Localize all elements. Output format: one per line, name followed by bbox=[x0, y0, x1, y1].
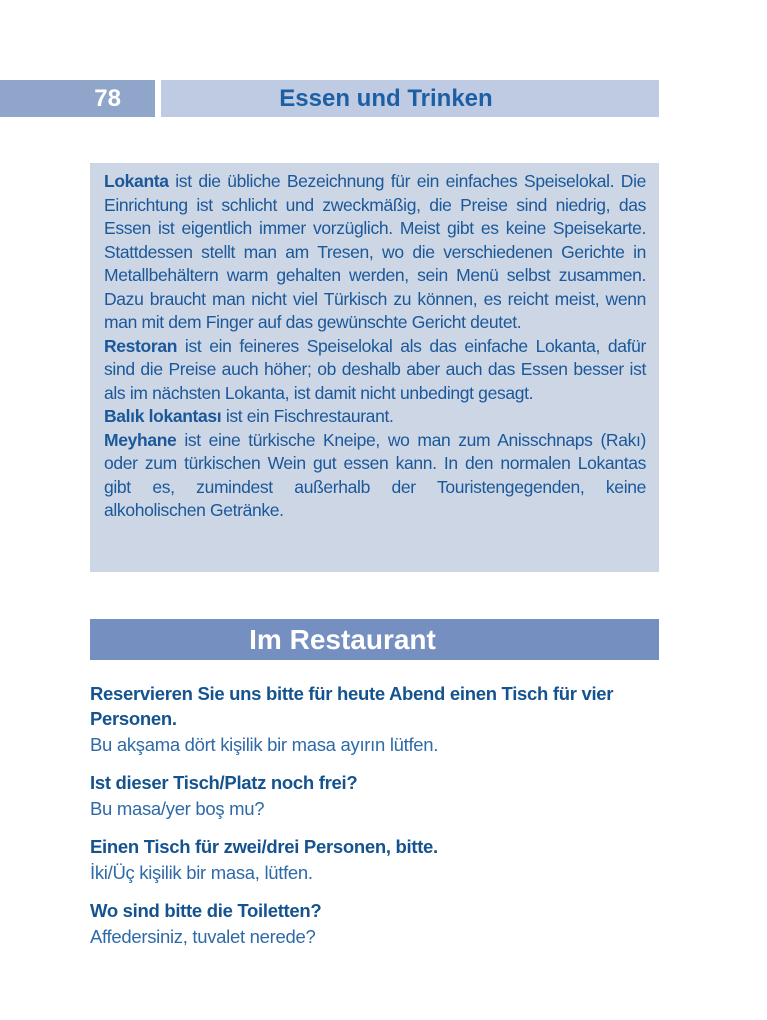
info-term: Meyhane bbox=[104, 429, 177, 450]
page-number: 78 bbox=[94, 84, 121, 112]
info-paragraph bbox=[104, 405, 646, 429]
phrase-turkish: Bu masa/yer boş mu? bbox=[90, 798, 265, 819]
info-paragraph bbox=[104, 429, 646, 523]
phrase-item bbox=[90, 681, 667, 757]
section-title: Im Restaurant bbox=[249, 623, 436, 655]
page-number-block bbox=[0, 80, 155, 117]
phrase-german: Reservieren Sie uns bitte für heute Abend einen Tisch für vier Personen. bbox=[90, 683, 614, 729]
phrase-item bbox=[90, 898, 667, 949]
chapter-title: Essen und Trinken bbox=[279, 84, 493, 112]
info-text: ist ein feineres Speiselokal als das einfache Lokanta, dafür sind die Preise auch höher; ob deshalb aber auch das Essen besser ist als im nächsten Lokanta, ist damit nicht unbedingt gesagt. bbox=[104, 335, 646, 403]
info-term: Restoran bbox=[104, 335, 178, 356]
phrase-turkish: Affedersiniz, tuvalet nerede? bbox=[90, 926, 316, 947]
phrase-list bbox=[90, 681, 667, 962]
chapter-title-block bbox=[161, 80, 659, 117]
phrase-item bbox=[90, 770, 667, 821]
info-box bbox=[90, 163, 659, 572]
phrase-german: Ist dieser Tisch/Platz noch frei? bbox=[90, 772, 358, 793]
info-text: ist eine türkische Kneipe, wo man zum Anisschnaps (Rakı) oder zum türkischen Wein gut essen kann. In den normalen Lokantas gibt es, zumindest außerhalb der Touristengegenden, keine alkoholischen Getränke. bbox=[104, 429, 646, 520]
page-header bbox=[0, 80, 659, 117]
info-term: Balık lokantası bbox=[104, 406, 222, 426]
phrase-german: Einen Tisch für zwei/drei Personen, bitte. bbox=[90, 836, 438, 857]
info-text: ist ein Fischrestaurant. bbox=[225, 406, 394, 426]
phrase-german: Wo sind bitte die Toiletten? bbox=[90, 900, 322, 921]
info-paragraph bbox=[104, 335, 646, 406]
phrase-turkish: Bu akşama dört kişilik bir masa ayırın lütfen. bbox=[90, 734, 439, 755]
phrase-item bbox=[90, 834, 667, 885]
info-text: ist die übliche Bezeichnung für ein einfaches Speiselokal. Die Einrichtung ist schlicht und zweckmäßig, die Preise sind niedrig, das Essen ist eigentlich immer vorzüglich. Meist gibt es keine Speisekarte. Stattdessen stellt man am Tresen, wo die verschiedenen Gerichte in Metallbehältern warm gehalten werden, sein Menü selbst zusammen. Dazu braucht man nicht viel Türkisch zu können, es reicht meist, wenn man mit dem Finger auf das gewünschte Gericht deutet. bbox=[104, 171, 646, 332]
phrase-turkish: İki/Üç kişilik bir masa, lütfen. bbox=[90, 862, 313, 883]
info-paragraph bbox=[104, 170, 646, 335]
section-header bbox=[90, 619, 659, 660]
info-term: Lokanta bbox=[104, 171, 169, 191]
